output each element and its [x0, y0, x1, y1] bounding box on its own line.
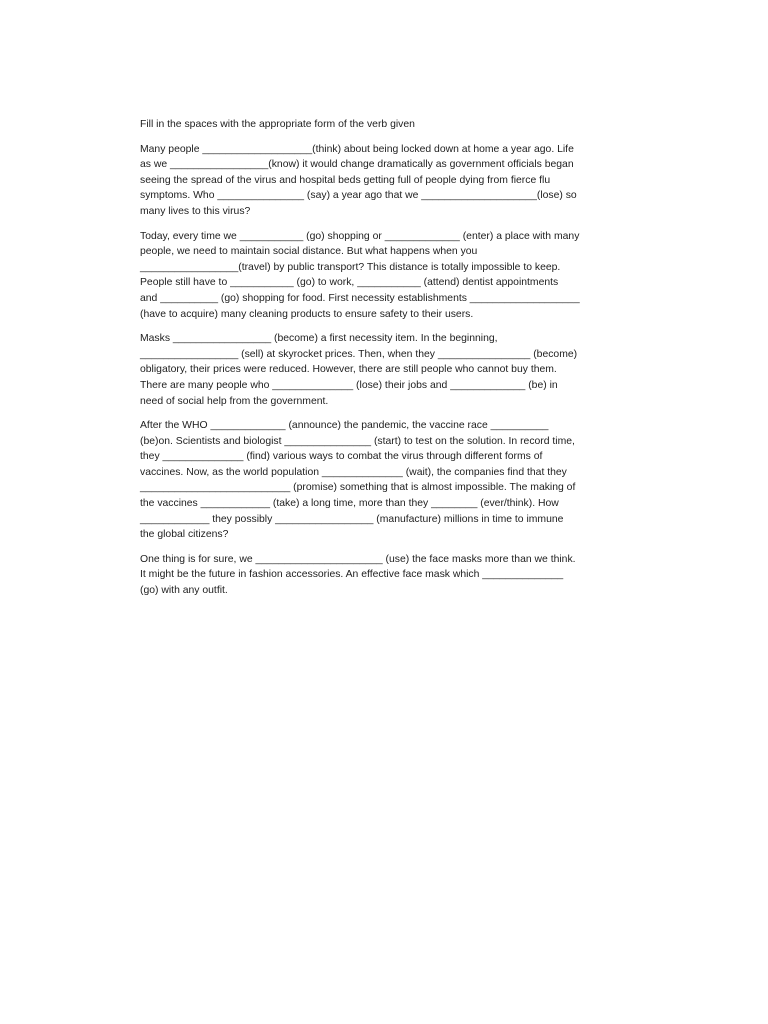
text-line: they ______________ (find) various ways to combat the virus through different forms of: [140, 451, 543, 463]
paragraph-3: [140, 331, 632, 409]
text-line: Today, every time we ___________ (go) shopping or _____________ (enter) a place with many: [140, 230, 580, 242]
worksheet-content: [140, 117, 632, 608]
text-line: the vaccines ____________ (take) a long time, more than they ________ (ever/think). How: [140, 498, 559, 510]
paragraph-4: [140, 418, 632, 543]
text-line: _________________ (sell) at skyrocket prices. Then, when they ________________ (become): [140, 348, 578, 360]
text-line: ____________ they possibly _________________ (manufacture) millions in time to immune: [140, 513, 564, 525]
text-line: as we _________________(know) it would change dramatically as government officials began: [140, 159, 574, 171]
text-line: Many people ___________________(think) about being locked down at home a year ago. Life: [140, 143, 574, 155]
text-line: (have to acquire) many cleaning products to ensure safety to their users.: [140, 308, 474, 320]
text-line: __________________________ (promise) something that is almost impossible. The making of: [140, 482, 576, 494]
text-line: need of social help from the government.: [140, 395, 329, 407]
text-line: (be)on. Scientists and biologist _______________ (start) to test on the solution. In record time,: [140, 435, 575, 447]
text-line: (go) with any outfit.: [140, 585, 228, 597]
text-line: After the WHO _____________ (announce) the pandemic, the vaccine race __________: [140, 420, 549, 432]
text-line: vaccines. Now, as the world population ______________ (wait), the companies find that they: [140, 466, 567, 478]
text-line: People still have to ___________ (go) to work, ___________ (attend) dentist appointments: [140, 277, 559, 289]
worksheet-instructions: Fill in the spaces with the appropriate form of the verb given: [140, 119, 415, 130]
text-line: There are many people who ______________ (lose) their jobs and _____________ (be) in: [140, 379, 558, 391]
text-line: obligatory, their prices were reduced. However, there are still people who cannot buy them.: [140, 364, 557, 376]
text-line: symptoms. Who _______________ (say) a year ago that we ____________________(lose) so: [140, 190, 577, 202]
text-line: the global citizens?: [140, 529, 229, 541]
text-line: One thing is for sure, we ______________________ (use) the face masks more than we think.: [140, 553, 576, 565]
paragraph-5: [140, 552, 632, 599]
paragraph-2: [140, 229, 632, 323]
text-line: many lives to this virus?: [140, 205, 251, 217]
text-line: It might be the future in fashion accessories. An effective face mask which ______________: [140, 569, 564, 581]
text-line: and __________ (go) shopping for food. First necessity establishments ___________________: [140, 292, 580, 304]
text-line: Masks _________________ (become) a first necessity item. In the beginning,: [140, 333, 498, 345]
text-line: _________________(travel) by public transport? This distance is totally impossible to keep.: [140, 261, 561, 273]
text-line: seeing the spread of the virus and hospital beds getting full of people dying from fierce flu: [140, 174, 551, 186]
paragraph-1: [140, 142, 632, 220]
text-line: people, we need to maintain social distance. But what happens when you: [140, 246, 478, 258]
